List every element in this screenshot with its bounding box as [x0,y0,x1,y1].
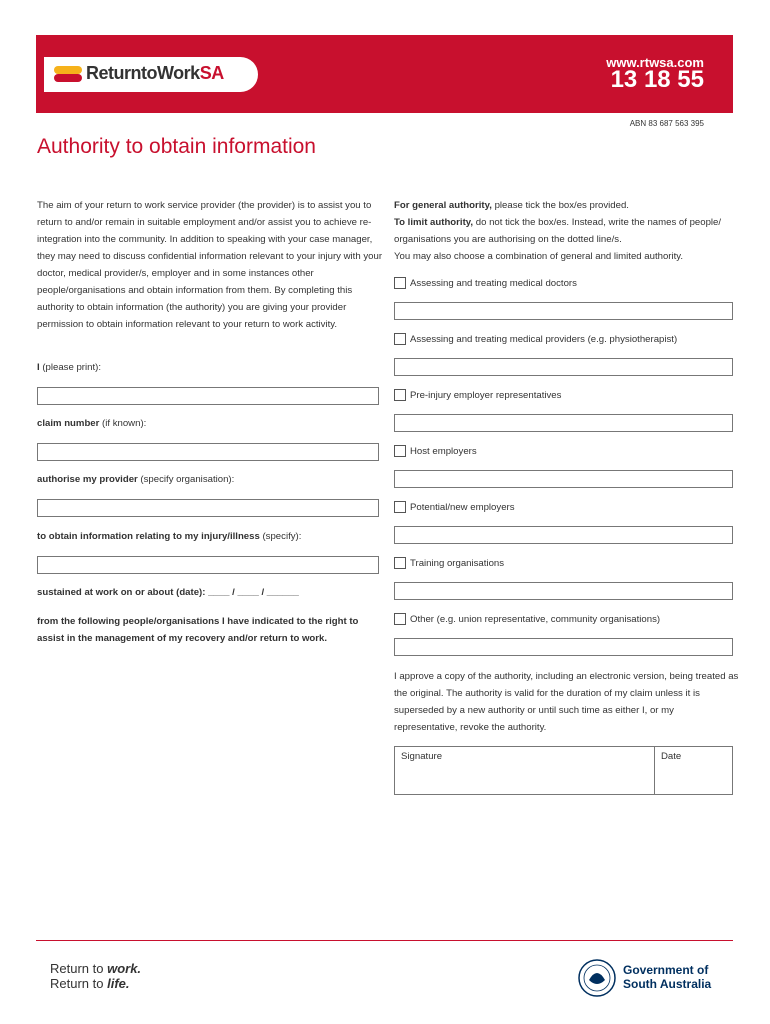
name-input[interactable] [37,387,379,405]
other-input[interactable] [394,638,733,656]
injury-input[interactable] [37,556,379,574]
checkbox-row-host-employers[interactable]: Host employers [394,445,477,457]
combination-text: You may also choose a combination of general and limited authority. [394,251,684,262]
claim-number-label: claim number (if known): [37,418,147,429]
checkbox[interactable] [394,445,406,457]
authority-instructions [394,197,739,265]
training-organisations-input[interactable] [394,582,733,600]
checkbox-row-medical-doctors[interactable]: Assessing and treating medical doctors [394,277,577,289]
following-people-text: from the following people/organisations I have indicated to the right to assist in the management of my recovery and/or return to work. [37,616,359,644]
medical-providers-input[interactable] [394,358,733,376]
injury-label: to obtain information relating to my injury/illness (specify): [37,531,302,542]
checkbox[interactable] [394,613,406,625]
checkbox[interactable] [394,501,406,513]
pre-injury-employer-input[interactable] [394,414,733,432]
checkbox-row-training-organisations[interactable]: Training organisations [394,557,504,569]
checkbox[interactable] [394,333,406,345]
checkbox-row-other[interactable]: Other (e.g. union representative, community organisations) [394,613,660,625]
date-field[interactable] [654,747,732,794]
phone-number: 13 18 55 [610,66,704,93]
intro-paragraph: The aim of your return to work service provider (the provider) is to assist you to return to and/or remain in suitable employment and/or assist you to achieve re-integration into the community. In addition to speaking with your case manager, they may need to discuss confidential information relevant to your injury with your doctor, medical provider/s, employer and in some instances other people/organisations and obtain information from them. By completing this authority to obtain information (the authority) you are giving your provider permission to obtain information relevant to your return to work activity. [37,200,383,330]
sustained-date-label: sustained at work on or about (date): ____ / ____ / ______ [37,587,299,598]
rtwsa-logo-icon [54,66,82,82]
footer-tagline: Return to work. Return to life. [50,961,142,991]
checkbox-row-potential-employers[interactable]: Potential/new employers [394,501,515,513]
date-label: Date [661,751,682,762]
checkbox[interactable] [394,389,406,401]
approval-statement: I approve a copy of the authority, including an electronic version, being treated as the original. The authority is valid for the duration of my claim unless it is superseded by a new authority or until such time as either I, or my representative, revoke the authority. [394,671,739,733]
provider-input[interactable] [37,499,379,517]
checkbox-row-medical-providers[interactable]: Assessing and treating medical providers (e.g. physiotherapist) [394,333,677,345]
checkbox[interactable] [394,557,406,569]
name-label: I (please print): [37,362,101,373]
medical-doctors-input[interactable] [394,302,733,320]
website-url: www.rtwsa.com [606,55,704,70]
host-employers-input[interactable] [394,470,733,488]
signature-label: Signature [401,751,443,762]
signature-date-table [394,746,733,795]
general-authority-text: For general authority, please tick the box/es provided. [394,200,629,211]
provider-label: authorise my provider (specify organisation): [37,474,235,485]
government-crest-icon [577,958,617,998]
page-title: Authority to obtain information [37,135,316,158]
limit-authority-text: To limit authority, do not tick the box/es. Instead, write the names of people/ organisations you are authorising on the dotted line/s. [394,217,722,245]
signature-field[interactable] [395,747,654,794]
checkbox-row-pre-injury-employer[interactable]: Pre-injury employer representatives [394,389,561,401]
checkbox[interactable] [394,277,406,289]
logo-text: ReturntoWorkSA [86,63,224,83]
footer-divider [36,940,733,941]
government-of-south-australia: Government of South Australia [623,963,712,991]
potential-employers-input[interactable] [394,526,733,544]
claim-number-input[interactable] [37,443,379,461]
abn-number: ABN 83 687 563 395 [629,119,704,128]
